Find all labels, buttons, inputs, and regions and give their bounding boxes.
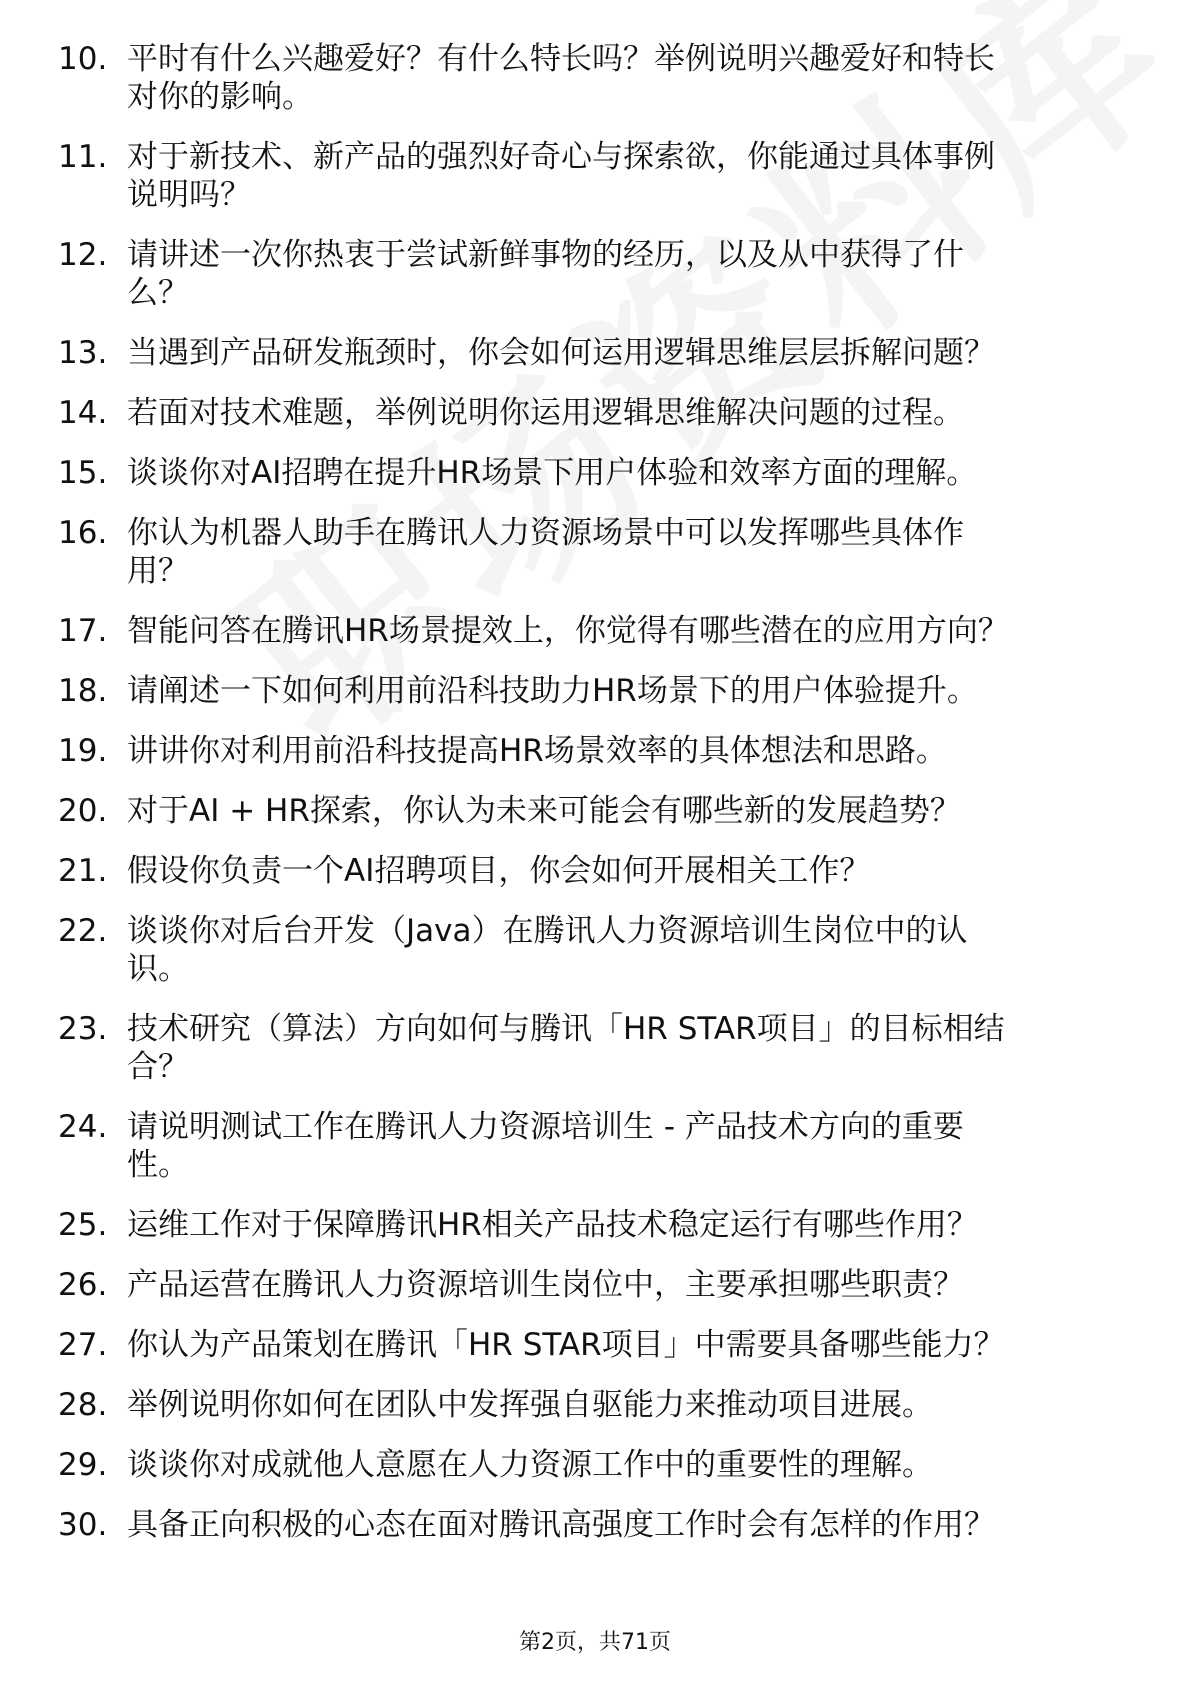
list-item xyxy=(58,1326,1138,1364)
question-text: 请阐述一下如何利用前沿科技助力HR场景下的用户体验提升。 xyxy=(127,673,978,709)
question-text: 平时有什么兴趣爱好？有什么特长吗？举例说明兴趣爱好和特长 对你的影响。 xyxy=(127,41,995,115)
list-item xyxy=(58,1266,1138,1304)
question-text: 请说明测试工作在腾讯人力资源培训生 - 产品技术方向的重要 性。 xyxy=(127,1109,964,1183)
question-list xyxy=(58,40,1138,1566)
list-item xyxy=(58,612,1138,650)
question-number: 24. xyxy=(58,1109,108,1145)
list-item xyxy=(58,1506,1138,1544)
list-item xyxy=(58,236,1138,312)
list-item xyxy=(58,852,1138,890)
question-number: 22. xyxy=(58,913,108,949)
question-text: 讲讲你对利用前沿科技提高HR场景效率的具体想法和思路。 xyxy=(127,733,947,769)
question-number: 27. xyxy=(58,1327,108,1363)
question-number: 28. xyxy=(58,1387,108,1423)
question-text: 运维工作对于保障腾讯HR相关产品技术稳定运行有哪些作用？ xyxy=(127,1207,978,1243)
question-text: 你认为产品策划在腾讯「HR STAR项目」中需要具备哪些能力？ xyxy=(127,1327,1005,1363)
question-number: 16. xyxy=(58,515,108,551)
question-number: 12. xyxy=(58,237,108,273)
question-number: 23. xyxy=(58,1011,108,1047)
question-text: 谈谈你对成就他人意愿在人力资源工作中的重要性的理解。 xyxy=(127,1447,933,1483)
question-number: 26. xyxy=(58,1267,108,1303)
list-item xyxy=(58,40,1138,116)
question-text: 假设你负责一个AI招聘项目，你会如何开展相关工作？ xyxy=(127,853,871,889)
list-item xyxy=(58,792,1138,830)
question-text: 具备正向积极的心态在面对腾讯高强度工作时会有怎样的作用？ xyxy=(127,1507,995,1543)
question-number: 20. xyxy=(58,793,108,829)
question-text: 技术研究（算法）方向如何与腾讯「HR STAR项目」的目标相结 合？ xyxy=(127,1011,1005,1085)
list-item xyxy=(58,912,1138,988)
list-item xyxy=(58,1386,1138,1424)
question-number: 25. xyxy=(58,1207,108,1243)
list-item xyxy=(58,1010,1138,1086)
list-item xyxy=(58,1108,1138,1184)
question-text: 举例说明你如何在团队中发挥强自驱能力来推动项目进展。 xyxy=(127,1387,933,1423)
list-item xyxy=(58,732,1138,770)
list-item xyxy=(58,394,1138,432)
question-number: 10. xyxy=(58,41,108,77)
question-text: 当遇到产品研发瓶颈时，你会如何运用逻辑思维层层拆解问题？ xyxy=(127,335,995,371)
list-item xyxy=(58,454,1138,492)
question-text: 你认为机器人助手在腾讯人力资源场景中可以发挥哪些具体作 用？ xyxy=(127,515,964,589)
question-number: 29. xyxy=(58,1447,108,1483)
page-number: 第2页，共71页 xyxy=(519,1630,671,1655)
question-text: 若面对技术难题，举例说明你运用逻辑思维解决问题的过程。 xyxy=(127,395,964,431)
question-text: 产品运营在腾讯人力资源培训生岗位中，主要承担哪些职责？ xyxy=(127,1267,964,1303)
list-item xyxy=(58,1206,1138,1244)
question-number: 21. xyxy=(58,853,108,889)
question-text: 请讲述一次你热衷于尝试新鲜事物的经历，以及从中获得了什 么？ xyxy=(127,237,964,311)
question-number: 30. xyxy=(58,1507,108,1543)
list-item xyxy=(58,1446,1138,1484)
question-text: 谈谈你对AI招聘在提升HR场景下用户体验和效率方面的理解。 xyxy=(127,455,978,491)
question-text: 对于新技术、新产品的强烈好奇心与探索欲，你能通过具体事例 说明吗？ xyxy=(127,139,995,213)
question-text: 谈谈你对后台开发（Java）在腾讯人力资源培训生岗位中的认 识。 xyxy=(127,913,968,987)
list-item xyxy=(58,672,1138,710)
question-number: 11. xyxy=(58,139,108,175)
question-number: 13. xyxy=(58,335,108,371)
question-number: 14. xyxy=(58,395,108,431)
question-number: 17. xyxy=(58,613,108,649)
list-item xyxy=(58,334,1138,372)
list-item xyxy=(58,138,1138,214)
list-item xyxy=(58,514,1138,590)
question-number: 18. xyxy=(58,673,108,709)
question-number: 19. xyxy=(58,733,108,769)
question-number: 15. xyxy=(58,455,108,491)
question-text: 智能问答在腾讯HR场景提效上，你觉得有哪些潜在的应用方向？ xyxy=(127,613,1009,649)
question-text: 对于AI + HR探索，你认为未来可能会有哪些新的发展趋势？ xyxy=(127,793,961,829)
